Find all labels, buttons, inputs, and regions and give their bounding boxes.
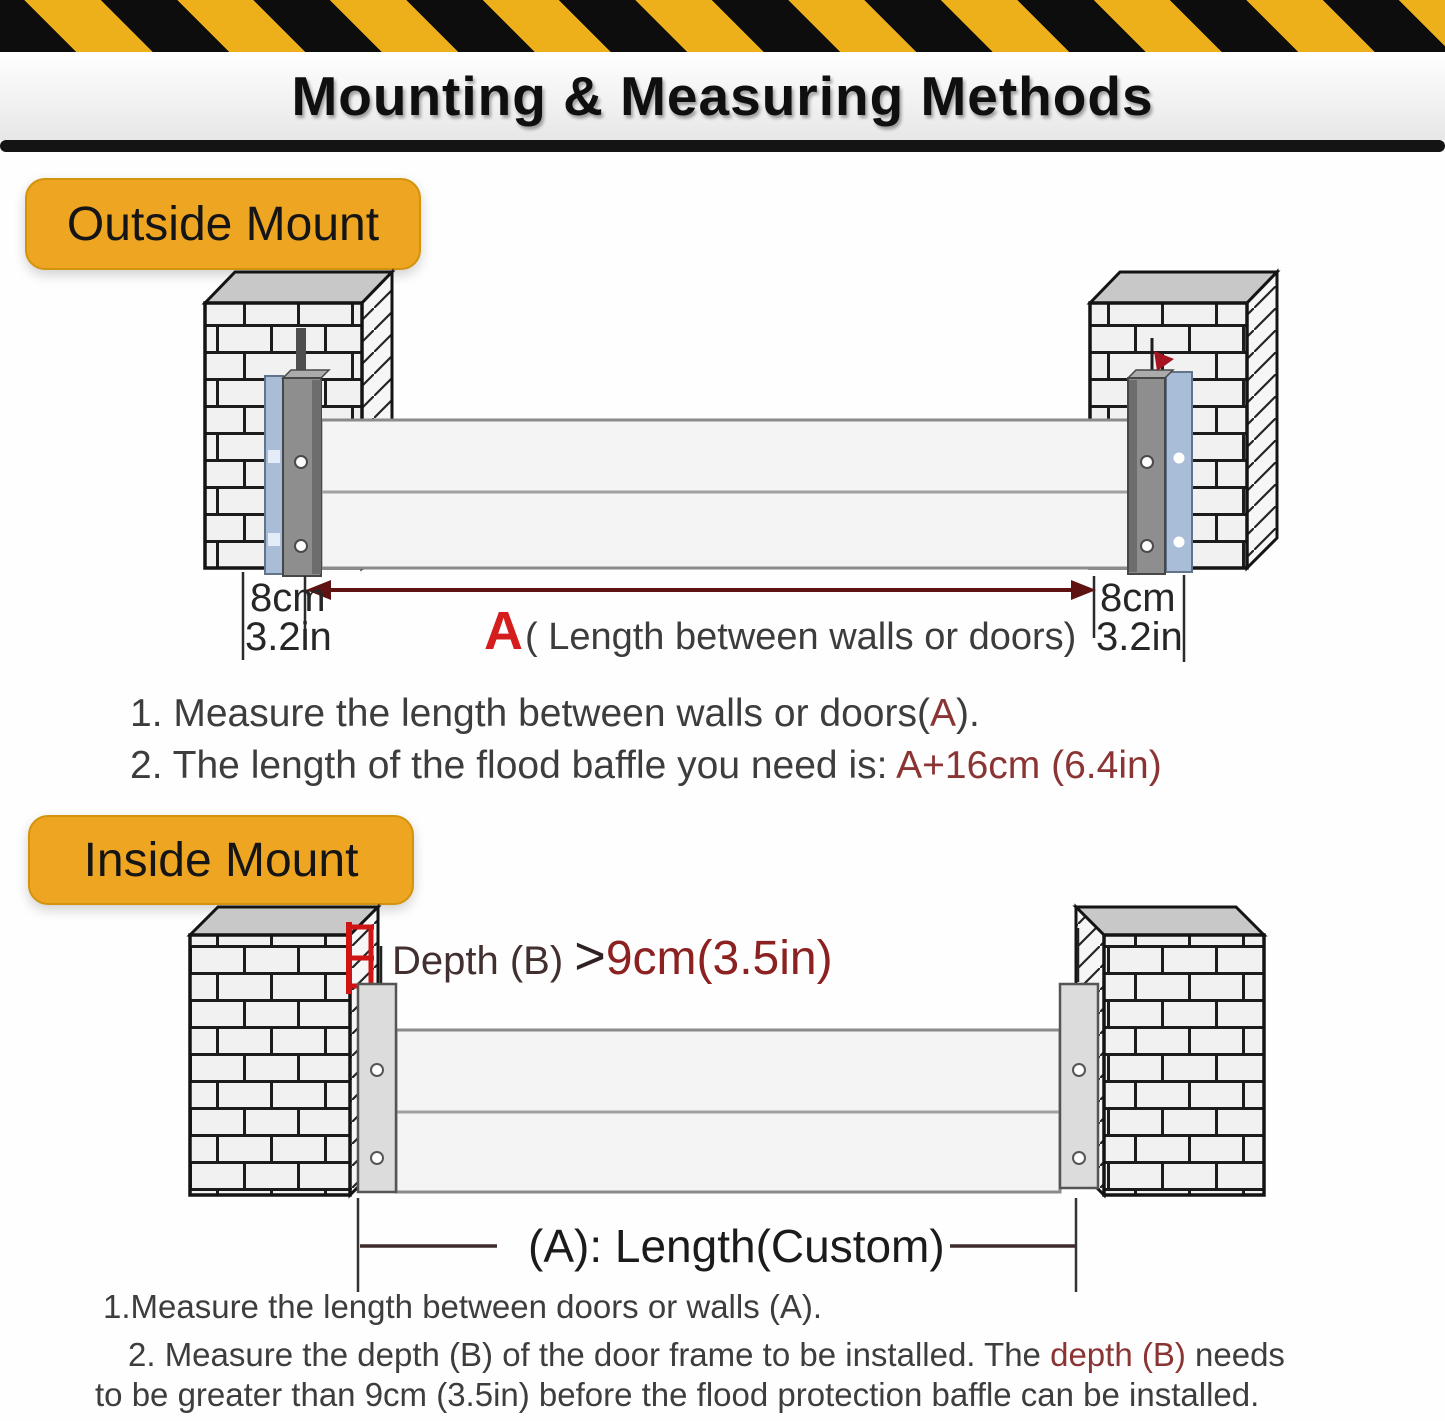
step2-em: A+16cm (6.4in) <box>896 744 1162 787</box>
page-title: Mounting & Measuring Methods <box>291 65 1154 127</box>
step1-text: 1. Measure the length between walls or doors( <box>130 692 930 735</box>
screw-hole <box>295 456 307 468</box>
channel-edge <box>1129 380 1137 572</box>
right-mounting-channel <box>1128 338 1192 574</box>
step2-end: needs <box>1185 1336 1285 1373</box>
flood-barrier <box>321 420 1131 568</box>
channel-top-face <box>283 370 329 378</box>
screw-hole <box>371 1064 383 1076</box>
right-offset-cm: 8cm <box>1100 576 1176 620</box>
channel-edge <box>312 380 321 574</box>
right-offset-in: 3.2in <box>1096 615 1183 659</box>
right-brick-pillar <box>1076 907 1264 1195</box>
step3-text: to be greater than 9cm (3.5in) before the flood protection baffle can be installed. <box>95 1376 1260 1413</box>
right-mounting-channel <box>1060 984 1098 1188</box>
screw-hole <box>1141 456 1153 468</box>
length-dimension <box>358 1198 1076 1292</box>
outside-mount-diagram <box>205 272 1277 662</box>
instruction-line <box>130 740 1162 792</box>
pillar-top-face <box>1076 907 1264 935</box>
screw-hole <box>295 540 307 552</box>
pillar-front-face <box>190 935 350 1195</box>
seal-mark <box>268 533 280 546</box>
step2-em: depth (B) <box>1050 1336 1186 1373</box>
pillar-side-face <box>1247 272 1277 568</box>
span-letter-a: A <box>484 601 523 661</box>
instruction-line <box>130 688 1162 740</box>
depth-label <box>392 926 833 986</box>
step2-text: 2. Measure the depth (B) of the door frame to be installed. The <box>128 1336 1051 1373</box>
inside-mount-instruction-3 <box>95 1376 1259 1414</box>
barrier-panel <box>321 420 1131 568</box>
span-label <box>484 601 1076 661</box>
inside-mount-diagram <box>190 907 1264 1292</box>
arrow-head-right-icon <box>1071 580 1096 600</box>
screw-hole <box>1073 1064 1085 1076</box>
step1-em: A <box>929 692 956 735</box>
channel-top-face <box>1128 370 1173 378</box>
inside-mount-instruction-1 <box>103 1288 822 1326</box>
left-offset-in: 3.2in <box>245 615 332 659</box>
depth-text: Depth (B) <box>392 939 575 983</box>
inside-mount-badge-label: Inside Mount <box>83 833 359 887</box>
step1-end: ). <box>955 692 980 735</box>
length-custom-label: (A): Length(Custom) <box>528 1220 945 1272</box>
span-description: ( Length between walls or doors) <box>525 616 1077 658</box>
seal-mark <box>1174 537 1185 548</box>
left-mounting-channel <box>358 984 396 1192</box>
pillar-front-face <box>1104 935 1264 1195</box>
screw-hole <box>371 1152 383 1164</box>
seal-mark <box>1174 453 1185 464</box>
flood-barrier <box>396 1030 1060 1192</box>
step1-text: 1.Measure the length between doors or walls (A). <box>103 1288 823 1325</box>
step2-text: 2. The length of the flood baffle you need is: <box>130 744 897 787</box>
outside-mount-badge-label: Outside Mount <box>66 197 380 251</box>
greater-than-sign: > <box>574 926 606 986</box>
seal-mark <box>268 450 280 463</box>
inside-mount-instruction-2 <box>128 1336 1285 1374</box>
pillar-top-face <box>1090 272 1277 303</box>
screw-hole <box>1073 1152 1085 1164</box>
outside-mount-instructions <box>130 688 1162 792</box>
length-dimension <box>243 572 1184 662</box>
depth-value: 9cm(3.5in) <box>605 932 833 985</box>
screw-hole <box>1141 540 1153 552</box>
left-offset-cm: 8cm <box>250 576 326 620</box>
pillar-top-face <box>205 272 392 303</box>
